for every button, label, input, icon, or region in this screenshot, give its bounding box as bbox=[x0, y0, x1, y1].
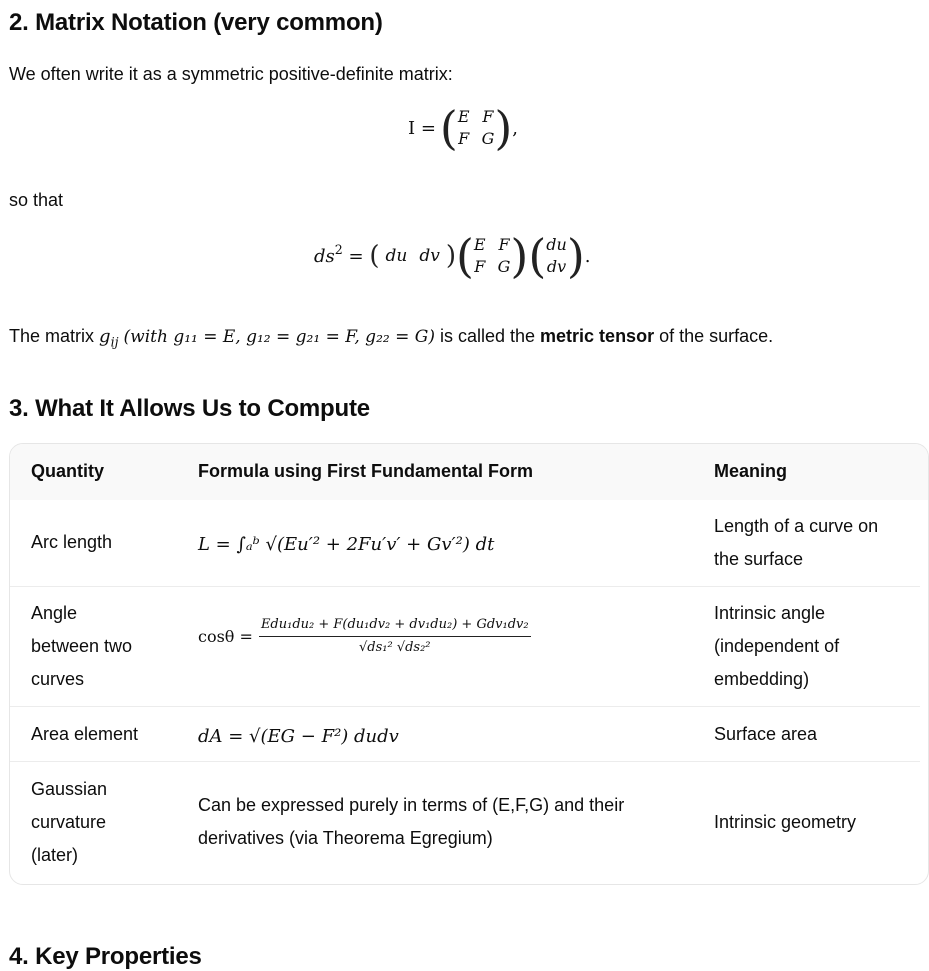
column-vector bbox=[546, 234, 567, 278]
first-fundamental-matrix bbox=[458, 106, 494, 150]
matrix-cell: G bbox=[481, 129, 495, 148]
quantity-line: Angle bbox=[31, 603, 78, 623]
matrix-cell: F bbox=[458, 129, 470, 148]
computation-table bbox=[9, 443, 929, 885]
row-angle-formula bbox=[198, 616, 531, 657]
left-paren: ( bbox=[528, 229, 547, 283]
metric-matrix bbox=[474, 234, 510, 278]
meaning-line: (independent of bbox=[714, 636, 840, 656]
row-area-formula: dA = √(EG − F²) dudv bbox=[198, 726, 399, 747]
col-header-meaning: Meaning bbox=[714, 461, 788, 481]
metric-components: (with g₁₁ = E, g₁₂ = g₂₁ = F, g₂₂ = G) bbox=[123, 327, 435, 347]
ds-equals: = bbox=[342, 245, 370, 267]
row-left-paren: ( bbox=[369, 241, 380, 271]
right-paren: ) bbox=[494, 101, 513, 155]
left-paren: ( bbox=[439, 101, 458, 155]
matrix-tail: , bbox=[512, 117, 519, 139]
left-paren: ( bbox=[455, 229, 474, 283]
section-4-heading: 4. Key Properties bbox=[9, 943, 202, 970]
col-header-formula: Formula using First Fundamental Form bbox=[198, 461, 534, 481]
formula-line: derivatives (via Theorema Egregium) bbox=[198, 828, 493, 848]
metric-symbol: $g_{ij}$ bbox=[99, 326, 119, 350]
section-2-heading: 2. Matrix Notation (very common) bbox=[9, 9, 383, 36]
matrix-equation bbox=[408, 100, 518, 156]
meaning-line: the surface bbox=[714, 549, 804, 569]
matrix-cell: F bbox=[482, 107, 494, 126]
metric-mid: is called the bbox=[434, 326, 541, 346]
row-arc-length-formula: L = ∫ₐᵇ √(Eu′² + 2Fu′v′ + Gv′²) dt bbox=[198, 534, 495, 555]
so-that-text: so that bbox=[9, 190, 64, 210]
fraction-numerator: Edu₁du₂ + F(du₁dv₂ + dv₁du₂) + Gdv₁dv₂ bbox=[259, 616, 531, 637]
right-paren: ) bbox=[510, 229, 529, 283]
meaning-line: embedding) bbox=[714, 669, 810, 689]
col-header-quantity: Quantity bbox=[31, 461, 105, 481]
ds-tail: . bbox=[584, 245, 591, 267]
quantity-line: (later) bbox=[31, 845, 79, 865]
cos-lhs: cosθ = bbox=[198, 626, 253, 646]
row-arc-length-meaning bbox=[714, 510, 878, 576]
row-angle-quantity bbox=[31, 597, 132, 696]
col-vec-cell: du bbox=[546, 235, 567, 254]
row-area-meaning: Surface area bbox=[714, 724, 818, 744]
matrix-cell: F bbox=[498, 235, 510, 254]
formula-line: Can be expressed purely in terms of (E,F,G) and their bbox=[198, 795, 625, 815]
row-divider bbox=[10, 706, 920, 707]
row-angle-meaning bbox=[714, 597, 839, 696]
matrix-lhs: I = bbox=[408, 117, 436, 139]
meaning-line: Intrinsic angle bbox=[714, 603, 826, 623]
section-2-intro: We often write it as a symmetric positive-definite matrix: bbox=[9, 64, 453, 84]
row-gaussian-meaning: Intrinsic geometry bbox=[714, 812, 857, 832]
metric-tensor-term: metric tensor bbox=[540, 326, 655, 346]
row-divider bbox=[10, 761, 920, 762]
matrix-cell: F bbox=[474, 257, 486, 276]
ds-equation bbox=[314, 228, 591, 284]
row-gaussian-quantity bbox=[31, 773, 107, 872]
matrix-cell: E bbox=[473, 235, 486, 254]
matrix-cell: G bbox=[497, 257, 511, 276]
table-header bbox=[10, 444, 928, 500]
meaning-line: Length of a curve on bbox=[714, 516, 879, 536]
row-gaussian-formula bbox=[198, 789, 624, 855]
right-paren: ) bbox=[566, 229, 585, 283]
row-arc-length-quantity: Arc length bbox=[31, 532, 113, 552]
ds-lhs: ds bbox=[314, 245, 335, 267]
matrix-cell: E bbox=[457, 107, 470, 126]
fraction-denominator: √ds₁² √ds₂² bbox=[358, 640, 431, 655]
row-divider bbox=[10, 586, 920, 587]
metric-post: of the surface. bbox=[654, 326, 774, 346]
row-area-quantity: Area element bbox=[31, 724, 139, 744]
col-vec-cell: dv bbox=[546, 257, 567, 276]
quantity-line: between two bbox=[31, 636, 133, 656]
ds-exponent: 2 bbox=[334, 241, 343, 257]
quantity-line: curves bbox=[31, 669, 85, 689]
quantity-line: curvature bbox=[31, 812, 107, 832]
metric-pre: The matrix bbox=[9, 326, 100, 346]
row-vec-cell: dv bbox=[419, 246, 440, 266]
metric-tensor-sentence bbox=[9, 322, 773, 357]
section-3-heading: 3. What It Allows Us to Compute bbox=[9, 395, 370, 422]
angle-fraction bbox=[259, 616, 531, 657]
row-right-paren: ) bbox=[445, 241, 456, 271]
quantity-line: Gaussian bbox=[31, 779, 108, 799]
row-vec-cell: du bbox=[385, 246, 408, 266]
